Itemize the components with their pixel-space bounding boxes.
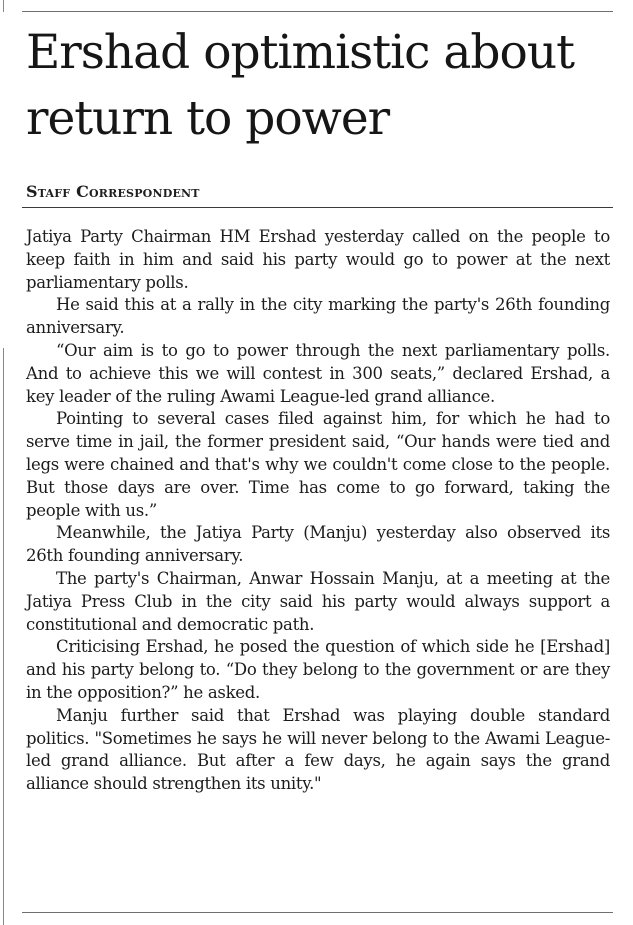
paragraph: Meanwhile, the Jatiya Party (Manju) yesterday also observed its 26th founding anniversary.	[26, 523, 610, 566]
page-edge-line	[3, 0, 4, 12]
paragraph: Manju further said that Ershad was playing double standard politics. "Sometimes he says he will never belong to the Awami League-led grand alliance. But after a few days, he again says the grand alliance should strengthen its unity."	[26, 705, 610, 794]
paragraph: He said this at a rally in the city marking the party's 26th founding anniversary.	[26, 295, 610, 338]
bottom-rule	[22, 912, 613, 913]
headline: Ershad optimistic about return to power	[26, 25, 574, 146]
paragraph: “Our aim is to go to power through the next parliamentary polls. And to achieve this we will contest in 300 seats,” declared Ershad, a key leader of the ruling Awami League-led grand alliance.	[26, 340, 610, 406]
top-rule	[22, 11, 613, 12]
paragraph: Pointing to several cases filed against him, for which he had to serve time in jail, the former president said, “Our hands were tied and legs were chained and that's why we couldn't come close to the people. But those days are over. Time has come to go forward, taking the people with us.”	[26, 409, 610, 520]
byline: Staff Correspondent	[26, 182, 200, 201]
paragraph: Criticising Ershad, he posed the question of which side he [Ershad] and his party belong to. “Do they belong to the government or are they in the opposition?” he asked.	[26, 637, 610, 702]
page-edge-line	[3, 348, 4, 925]
article-body	[26, 226, 610, 796]
paragraph: Jatiya Party Chairman HM Ershad yesterday called on the people to keep faith in him and said his party would go to power at the next parliamentary polls.	[26, 227, 610, 292]
byline-rule	[22, 207, 613, 208]
paragraph: The party's Chairman, Anwar Hossain Manju, at a meeting at the Jatiya Press Club in the city said his party would always support a constitutional and democratic path.	[26, 568, 610, 634]
